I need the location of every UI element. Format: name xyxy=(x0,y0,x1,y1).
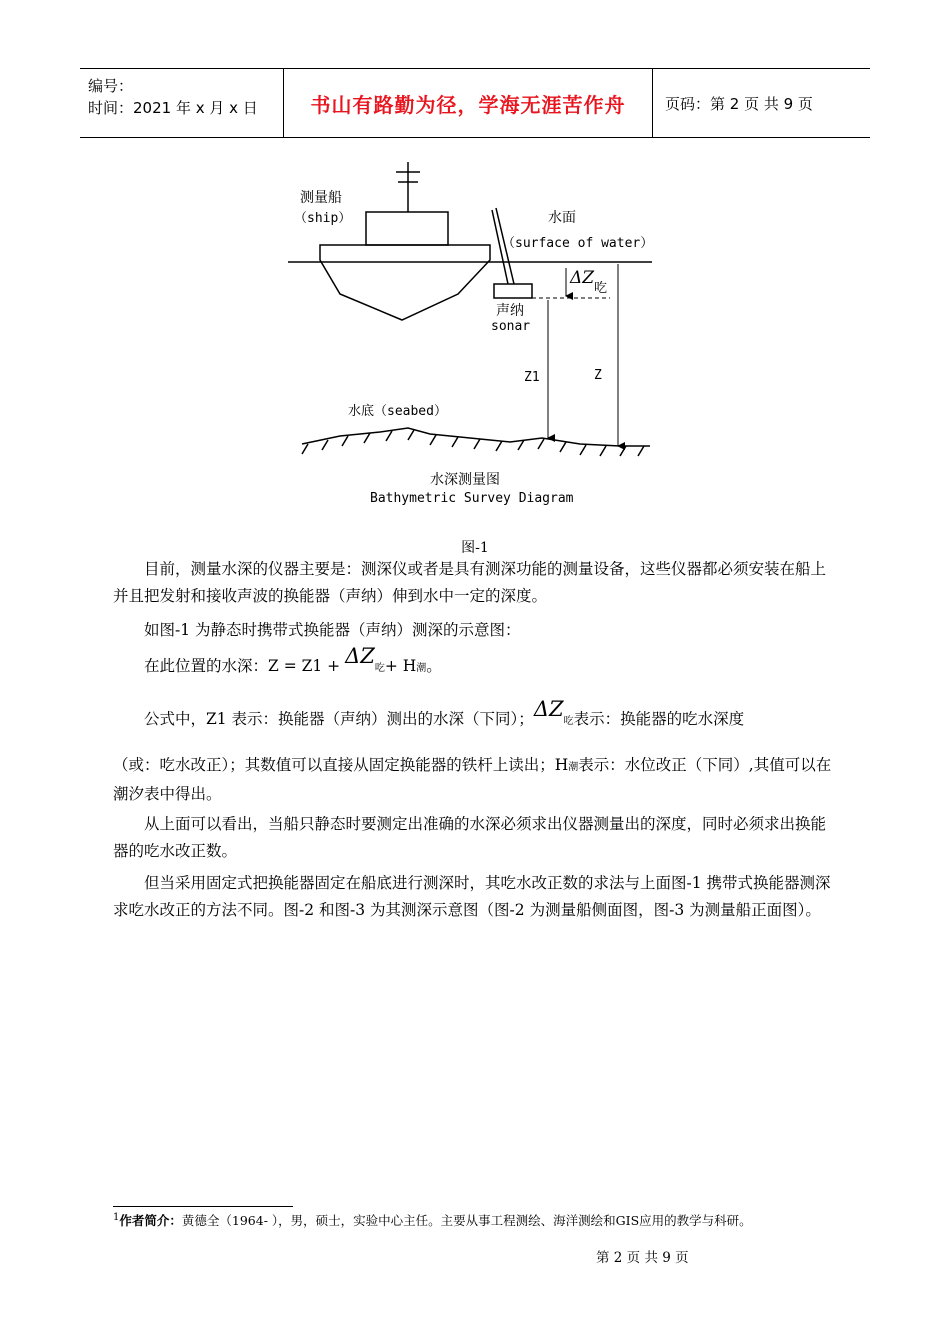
header-motto: 书山有路勤为径，学海无涯苦作舟 xyxy=(283,69,653,137)
footnote-marker: 1 xyxy=(113,1211,120,1223)
footnote xyxy=(113,1211,853,1229)
paragraph-5 xyxy=(113,752,841,808)
dz-symbol: ΔZ xyxy=(570,268,595,288)
p4-delta-z-sub: 吃 xyxy=(563,716,574,727)
paragraph-4 xyxy=(113,695,841,744)
formula-paragraph xyxy=(113,644,841,689)
z-label: Z xyxy=(594,368,602,383)
paragraph-6: 从上面可以看出，当船只静态时要测定出准确的水深必须求出仪器测量出的深度，同时必须求出换能器的吃水改正数。 xyxy=(113,815,827,860)
dz-subscript: 吃 xyxy=(594,281,608,296)
sonar-label-cn: 声纳 xyxy=(496,303,524,319)
diagram-title-en: Bathymetric Survey Diagram xyxy=(370,491,574,506)
page-header xyxy=(80,68,870,138)
diagram-title-cn: 水深测量图 xyxy=(430,472,500,488)
ship-hull xyxy=(320,245,490,320)
header-left-cell xyxy=(80,69,283,137)
formula-h-sub: 潮 xyxy=(416,663,427,674)
p5-prefix: （或：吃水改正）；其数值可以直接从固定换能器的铁杆上读出；H xyxy=(113,756,569,774)
diagram-svg xyxy=(280,150,670,520)
sonar-label-en: sonar xyxy=(491,319,531,334)
formula-end: 。 xyxy=(426,657,442,675)
sonar-transducer xyxy=(494,284,532,298)
ship-label-cn: 测量船 xyxy=(300,190,342,206)
footnote-lead: 作者简介： xyxy=(119,1213,182,1228)
document-number-label: 编号： xyxy=(88,77,134,95)
page-footer: 第 2 页 共 9 页 xyxy=(596,1250,689,1266)
seabed-label: 水底（seabed） xyxy=(348,404,447,419)
formula-delta-z-sub: 吃 xyxy=(374,663,385,674)
document-time-label: 时间：2021 年 x 月 x 日 xyxy=(88,99,258,117)
z1-label: Z1 xyxy=(524,370,540,385)
ship-mast xyxy=(396,162,420,212)
p5-suffix: 表示：水位改正（下同）,其值可以在潮汐表中得出。 xyxy=(113,756,832,803)
p4-suffix: 表示：换能器的吃水深度 xyxy=(573,710,745,728)
p5-h-sub: 潮 xyxy=(568,762,579,773)
ship-label-en: （ship） xyxy=(294,211,352,226)
formula-prefix: 在此位置的水深：Z = Z1 + xyxy=(144,657,346,675)
p4-prefix: 公式中，Z1 表示：换能器（声纳）测出的水深（下同）； xyxy=(144,710,534,728)
ship-cabin xyxy=(366,212,448,245)
water-label-en: （surface of water） xyxy=(502,236,654,251)
footnote-divider xyxy=(113,1206,293,1207)
seabed-line xyxy=(302,428,650,456)
header-page-number: 页码：第 2 页 共 9 页 xyxy=(665,94,813,113)
bathymetric-survey-diagram xyxy=(280,150,670,520)
p4-delta-z: ΔZ xyxy=(533,697,564,721)
figure-caption: 图-1 xyxy=(461,540,489,556)
formula-h: + H xyxy=(384,657,417,675)
footnote-text: 黄德全（1964- ），男，硕士，实验中心主任。主要从事工程测绘、海洋测绘和GIS应用的教学与科研。 xyxy=(181,1213,752,1228)
water-label-cn: 水面 xyxy=(548,210,576,226)
paragraph-7: 但当采用固定式把换能器固定在船底进行测深时，其吃水改正数的求法与上面图-1 携带式换能器测深求吃水改正的方法不同。图-2 和图-3 为其测深示意图（图-2 为测量船侧面图，图-3 为测量船正面图）。 xyxy=(113,874,831,919)
paragraph-2: 如图-1 为静态时携带式换能器（声纳）测深的示意图： xyxy=(144,621,521,639)
formula-delta-z: ΔZ xyxy=(345,644,375,668)
paragraph-1: 目前，测量水深的仪器主要是：测深仪或者是具有测深功能的测量设备，这些仪器都必须安装在船上并且把发射和接收声波的换能器（声纳）伸到水中一定的深度。 xyxy=(113,560,827,605)
